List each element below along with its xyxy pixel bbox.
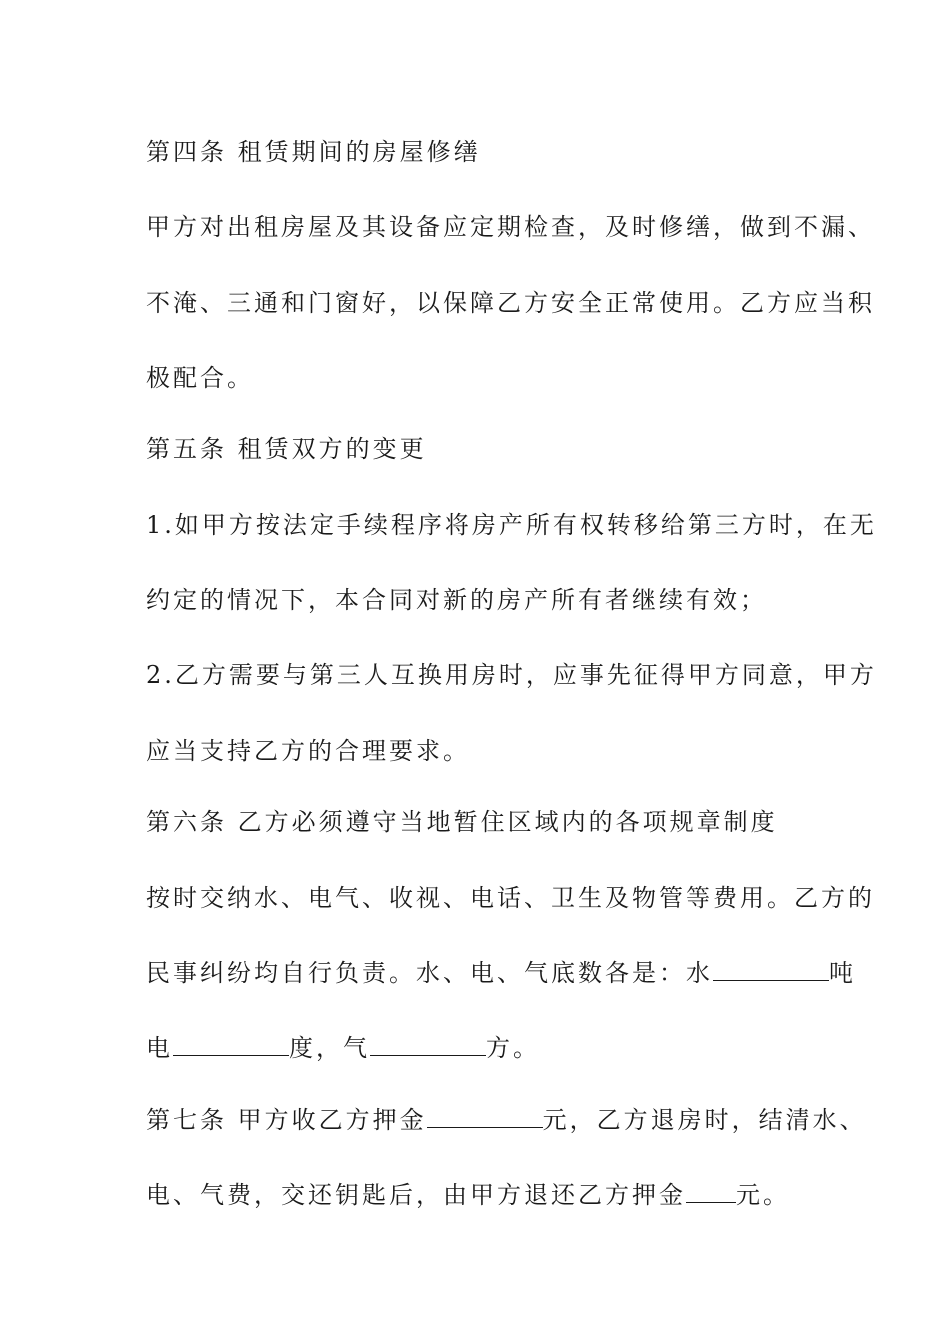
- water-reading-blank[interactable]: [713, 958, 829, 981]
- paragraph-line: 2.乙方需要与第三人互换用房时，应事先征得甲方同意，甲方: [146, 661, 877, 689]
- article-6-heading: 第六条 乙方必须遵守当地暂住区域内的各项规章制度: [146, 808, 778, 836]
- paragraph-line: 按时交纳水、电气、收视、电话、卫生及物管等费用。乙方的: [146, 884, 875, 912]
- article-7-line: [146, 1105, 867, 1135]
- text-segment: 度，气: [289, 1034, 370, 1062]
- article-5-heading: 第五条 租赁双方的变更: [146, 435, 427, 463]
- text-segment: 电、气费，交还钥匙后，由甲方退还乙方押金: [146, 1181, 686, 1209]
- paragraph-line: 1.如甲方按法定手续程序将房产所有权转移给第三方时，在无: [146, 511, 877, 539]
- text-segment: 元，乙方退房时，结清水、: [542, 1106, 867, 1134]
- paragraph-line: 极配合。: [146, 364, 254, 392]
- text-segment: 方。: [486, 1034, 540, 1062]
- refund-amount-blank[interactable]: [686, 1180, 736, 1203]
- electric-reading-blank[interactable]: [173, 1033, 289, 1056]
- text-segment: 第七条 甲方收乙方押金: [146, 1106, 427, 1134]
- text-segment: 元。: [736, 1181, 790, 1209]
- paragraph-line: 应当支持乙方的合理要求。: [146, 737, 470, 765]
- gas-reading-blank[interactable]: [370, 1033, 486, 1056]
- text-segment: 吨: [829, 959, 856, 987]
- article-4-heading: 第四条 租赁期间的房屋修缮: [146, 138, 481, 166]
- paragraph-line-meter-electric-gas: [146, 1033, 540, 1063]
- paragraph-line-deposit-refund: [146, 1180, 790, 1210]
- paragraph-line: 甲方对出租房屋及其设备应定期检查，及时修缮，做到不漏、: [146, 213, 875, 241]
- paragraph-line: 约定的情况下，本合同对新的房产所有者继续有效；: [146, 586, 767, 614]
- text-segment: 民事纠纷均自行负责。水、电、气底数各是：水: [146, 959, 713, 987]
- paragraph-line-meter-water: [146, 958, 856, 988]
- text-segment: 电: [146, 1034, 173, 1062]
- paragraph-line: 不淹、三通和门窗好，以保障乙方安全正常使用。乙方应当积: [146, 289, 875, 317]
- deposit-amount-blank[interactable]: [427, 1105, 543, 1128]
